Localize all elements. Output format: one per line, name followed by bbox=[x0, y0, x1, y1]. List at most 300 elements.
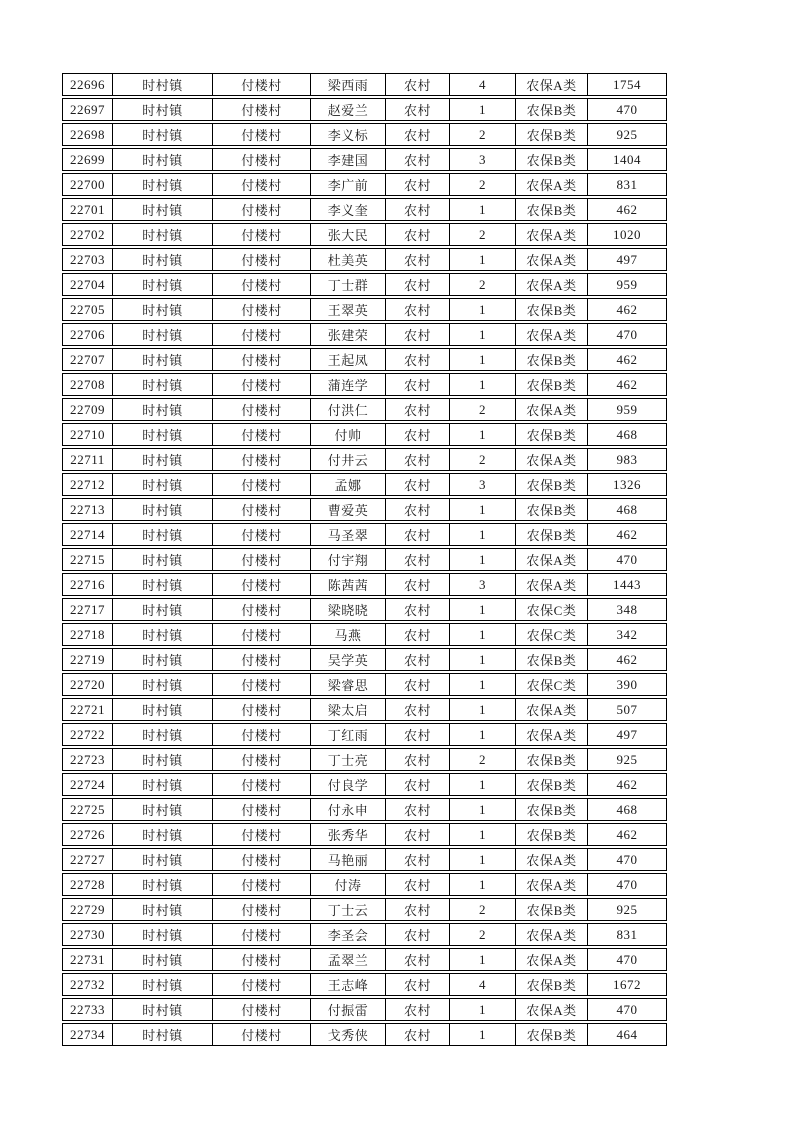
table-row bbox=[62, 823, 667, 846]
cell-town: 时村镇 bbox=[112, 623, 212, 646]
cell-residence-type: 农村 bbox=[385, 748, 449, 771]
cell-insurance-category: 农保B类 bbox=[515, 198, 587, 221]
cell-name: 付井云 bbox=[310, 448, 385, 471]
cell-village: 付楼村 bbox=[212, 698, 310, 721]
cell-residence-type: 农村 bbox=[385, 523, 449, 546]
cell-town: 时村镇 bbox=[112, 998, 212, 1021]
table-row bbox=[62, 973, 667, 996]
cell-record-id: 22727 bbox=[62, 848, 112, 871]
cell-insurance-category: 农保A类 bbox=[515, 948, 587, 971]
cell-name: 戈秀侠 bbox=[310, 1023, 385, 1046]
cell-name: 付涛 bbox=[310, 873, 385, 896]
cell-record-id: 22710 bbox=[62, 423, 112, 446]
cell-person-count: 1 bbox=[449, 773, 515, 796]
cell-name: 孟娜 bbox=[310, 473, 385, 496]
cell-insurance-category: 农保A类 bbox=[515, 398, 587, 421]
cell-amount: 390 bbox=[587, 673, 667, 696]
cell-residence-type: 农村 bbox=[385, 473, 449, 496]
cell-record-id: 22696 bbox=[62, 73, 112, 96]
cell-name: 李义奎 bbox=[310, 198, 385, 221]
cell-residence-type: 农村 bbox=[385, 498, 449, 521]
table-row bbox=[62, 298, 667, 321]
cell-village: 付楼村 bbox=[212, 198, 310, 221]
cell-person-count: 1 bbox=[449, 623, 515, 646]
cell-village: 付楼村 bbox=[212, 723, 310, 746]
cell-person-count: 1 bbox=[449, 298, 515, 321]
cell-residence-type: 农村 bbox=[385, 673, 449, 696]
table-row bbox=[62, 748, 667, 771]
cell-village: 付楼村 bbox=[212, 973, 310, 996]
cell-amount: 468 bbox=[587, 498, 667, 521]
table-row bbox=[62, 873, 667, 896]
cell-record-id: 22723 bbox=[62, 748, 112, 771]
cell-town: 时村镇 bbox=[112, 948, 212, 971]
cell-residence-type: 农村 bbox=[385, 923, 449, 946]
cell-person-count: 1 bbox=[449, 848, 515, 871]
cell-amount: 497 bbox=[587, 248, 667, 271]
cell-amount: 925 bbox=[587, 748, 667, 771]
cell-town: 时村镇 bbox=[112, 423, 212, 446]
cell-village: 付楼村 bbox=[212, 923, 310, 946]
cell-amount: 462 bbox=[587, 348, 667, 371]
cell-person-count: 4 bbox=[449, 73, 515, 96]
cell-person-count: 2 bbox=[449, 898, 515, 921]
cell-person-count: 1 bbox=[449, 323, 515, 346]
cell-village: 付楼村 bbox=[212, 823, 310, 846]
cell-record-id: 22705 bbox=[62, 298, 112, 321]
cell-record-id: 22699 bbox=[62, 148, 112, 171]
cell-town: 时村镇 bbox=[112, 648, 212, 671]
cell-town: 时村镇 bbox=[112, 298, 212, 321]
cell-person-count: 1 bbox=[449, 348, 515, 371]
table-row bbox=[62, 123, 667, 146]
cell-person-count: 2 bbox=[449, 923, 515, 946]
cell-residence-type: 农村 bbox=[385, 348, 449, 371]
cell-village: 付楼村 bbox=[212, 573, 310, 596]
cell-village: 付楼村 bbox=[212, 598, 310, 621]
cell-name: 张大民 bbox=[310, 223, 385, 246]
table-row bbox=[62, 623, 667, 646]
cell-record-id: 22725 bbox=[62, 798, 112, 821]
cell-town: 时村镇 bbox=[112, 248, 212, 271]
cell-residence-type: 农村 bbox=[385, 798, 449, 821]
cell-person-count: 1 bbox=[449, 598, 515, 621]
table-row bbox=[62, 498, 667, 521]
cell-name: 梁晓晓 bbox=[310, 598, 385, 621]
cell-residence-type: 农村 bbox=[385, 173, 449, 196]
cell-village: 付楼村 bbox=[212, 548, 310, 571]
cell-amount: 462 bbox=[587, 823, 667, 846]
cell-village: 付楼村 bbox=[212, 948, 310, 971]
cell-record-id: 22719 bbox=[62, 648, 112, 671]
table-row bbox=[62, 523, 667, 546]
cell-residence-type: 农村 bbox=[385, 323, 449, 346]
cell-residence-type: 农村 bbox=[385, 698, 449, 721]
cell-name: 张秀华 bbox=[310, 823, 385, 846]
cell-residence-type: 农村 bbox=[385, 623, 449, 646]
cell-insurance-category: 农保B类 bbox=[515, 298, 587, 321]
cell-amount: 464 bbox=[587, 1023, 667, 1046]
cell-amount: 925 bbox=[587, 123, 667, 146]
cell-town: 时村镇 bbox=[112, 198, 212, 221]
cell-amount: 470 bbox=[587, 548, 667, 571]
cell-residence-type: 农村 bbox=[385, 448, 449, 471]
cell-person-count: 4 bbox=[449, 973, 515, 996]
cell-village: 付楼村 bbox=[212, 773, 310, 796]
cell-town: 时村镇 bbox=[112, 1023, 212, 1046]
cell-name: 丁士群 bbox=[310, 273, 385, 296]
cell-town: 时村镇 bbox=[112, 523, 212, 546]
cell-insurance-category: 农保A类 bbox=[515, 998, 587, 1021]
cell-residence-type: 农村 bbox=[385, 573, 449, 596]
cell-village: 付楼村 bbox=[212, 448, 310, 471]
cell-person-count: 1 bbox=[449, 723, 515, 746]
cell-person-count: 2 bbox=[449, 273, 515, 296]
cell-residence-type: 农村 bbox=[385, 298, 449, 321]
cell-amount: 1326 bbox=[587, 473, 667, 496]
cell-person-count: 2 bbox=[449, 223, 515, 246]
cell-person-count: 1 bbox=[449, 423, 515, 446]
cell-village: 付楼村 bbox=[212, 323, 310, 346]
table-row bbox=[62, 223, 667, 246]
cell-amount: 470 bbox=[587, 873, 667, 896]
cell-name: 赵爱兰 bbox=[310, 98, 385, 121]
cell-village: 付楼村 bbox=[212, 798, 310, 821]
cell-village: 付楼村 bbox=[212, 173, 310, 196]
cell-name: 李圣会 bbox=[310, 923, 385, 946]
cell-insurance-category: 农保A类 bbox=[515, 573, 587, 596]
cell-record-id: 22733 bbox=[62, 998, 112, 1021]
cell-town: 时村镇 bbox=[112, 98, 212, 121]
cell-town: 时村镇 bbox=[112, 373, 212, 396]
cell-village: 付楼村 bbox=[212, 373, 310, 396]
table-row bbox=[62, 248, 667, 271]
cell-record-id: 22722 bbox=[62, 723, 112, 746]
cell-name: 马圣翠 bbox=[310, 523, 385, 546]
cell-village: 付楼村 bbox=[212, 148, 310, 171]
cell-record-id: 22720 bbox=[62, 673, 112, 696]
cell-record-id: 22729 bbox=[62, 898, 112, 921]
table-row bbox=[62, 398, 667, 421]
cell-amount: 470 bbox=[587, 98, 667, 121]
table-row bbox=[62, 173, 667, 196]
cell-name: 丁士亮 bbox=[310, 748, 385, 771]
cell-village: 付楼村 bbox=[212, 223, 310, 246]
cell-town: 时村镇 bbox=[112, 973, 212, 996]
cell-residence-type: 农村 bbox=[385, 723, 449, 746]
cell-residence-type: 农村 bbox=[385, 548, 449, 571]
cell-name: 梁睿思 bbox=[310, 673, 385, 696]
cell-village: 付楼村 bbox=[212, 348, 310, 371]
cell-insurance-category: 农保A类 bbox=[515, 273, 587, 296]
cell-person-count: 2 bbox=[449, 398, 515, 421]
cell-amount: 462 bbox=[587, 523, 667, 546]
cell-town: 时村镇 bbox=[112, 773, 212, 796]
cell-amount: 959 bbox=[587, 273, 667, 296]
cell-name: 李义标 bbox=[310, 123, 385, 146]
table-row bbox=[62, 898, 667, 921]
cell-village: 付楼村 bbox=[212, 423, 310, 446]
cell-amount: 1404 bbox=[587, 148, 667, 171]
cell-record-id: 22718 bbox=[62, 623, 112, 646]
cell-record-id: 22732 bbox=[62, 973, 112, 996]
cell-insurance-category: 农保B类 bbox=[515, 648, 587, 671]
cell-town: 时村镇 bbox=[112, 698, 212, 721]
cell-village: 付楼村 bbox=[212, 673, 310, 696]
cell-amount: 470 bbox=[587, 323, 667, 346]
table-body bbox=[62, 73, 667, 1046]
cell-name: 曹爱英 bbox=[310, 498, 385, 521]
cell-person-count: 1 bbox=[449, 998, 515, 1021]
cell-person-count: 1 bbox=[449, 798, 515, 821]
table-row bbox=[62, 1023, 667, 1046]
cell-village: 付楼村 bbox=[212, 273, 310, 296]
cell-town: 时村镇 bbox=[112, 923, 212, 946]
table-row bbox=[62, 573, 667, 596]
cell-town: 时村镇 bbox=[112, 273, 212, 296]
cell-residence-type: 农村 bbox=[385, 423, 449, 446]
table-row bbox=[62, 798, 667, 821]
cell-amount: 831 bbox=[587, 923, 667, 946]
cell-name: 付帅 bbox=[310, 423, 385, 446]
table-row bbox=[62, 998, 667, 1021]
cell-person-count: 1 bbox=[449, 873, 515, 896]
cell-town: 时村镇 bbox=[112, 723, 212, 746]
cell-name: 吴学英 bbox=[310, 648, 385, 671]
cell-insurance-category: 农保B类 bbox=[515, 473, 587, 496]
cell-insurance-category: 农保B类 bbox=[515, 498, 587, 521]
cell-town: 时村镇 bbox=[112, 548, 212, 571]
cell-residence-type: 农村 bbox=[385, 248, 449, 271]
cell-name: 梁西雨 bbox=[310, 73, 385, 96]
table-row bbox=[62, 723, 667, 746]
cell-amount: 1020 bbox=[587, 223, 667, 246]
cell-insurance-category: 农保B类 bbox=[515, 523, 587, 546]
cell-person-count: 1 bbox=[449, 1023, 515, 1046]
cell-insurance-category: 农保A类 bbox=[515, 73, 587, 96]
cell-insurance-category: 农保A类 bbox=[515, 448, 587, 471]
cell-village: 付楼村 bbox=[212, 298, 310, 321]
cell-insurance-category: 农保A类 bbox=[515, 698, 587, 721]
cell-amount: 348 bbox=[587, 598, 667, 621]
cell-insurance-category: 农保A类 bbox=[515, 848, 587, 871]
cell-insurance-category: 农保B类 bbox=[515, 973, 587, 996]
cell-village: 付楼村 bbox=[212, 1023, 310, 1046]
cell-insurance-category: 农保A类 bbox=[515, 173, 587, 196]
cell-insurance-category: 农保A类 bbox=[515, 248, 587, 271]
cell-name: 张建荣 bbox=[310, 323, 385, 346]
cell-insurance-category: 农保C类 bbox=[515, 598, 587, 621]
cell-insurance-category: 农保B类 bbox=[515, 98, 587, 121]
cell-record-id: 22701 bbox=[62, 198, 112, 221]
cell-record-id: 22704 bbox=[62, 273, 112, 296]
cell-record-id: 22703 bbox=[62, 248, 112, 271]
cell-town: 时村镇 bbox=[112, 573, 212, 596]
cell-person-count: 2 bbox=[449, 123, 515, 146]
cell-name: 付洪仁 bbox=[310, 398, 385, 421]
cell-residence-type: 农村 bbox=[385, 598, 449, 621]
cell-town: 时村镇 bbox=[112, 598, 212, 621]
cell-person-count: 1 bbox=[449, 523, 515, 546]
cell-name: 梁太启 bbox=[310, 698, 385, 721]
cell-residence-type: 农村 bbox=[385, 98, 449, 121]
cell-record-id: 22702 bbox=[62, 223, 112, 246]
cell-record-id: 22715 bbox=[62, 548, 112, 571]
cell-residence-type: 农村 bbox=[385, 73, 449, 96]
cell-person-count: 1 bbox=[449, 673, 515, 696]
cell-record-id: 22724 bbox=[62, 773, 112, 796]
cell-town: 时村镇 bbox=[112, 473, 212, 496]
table-row bbox=[62, 773, 667, 796]
cell-record-id: 22708 bbox=[62, 373, 112, 396]
cell-name: 蒲连学 bbox=[310, 373, 385, 396]
cell-person-count: 1 bbox=[449, 248, 515, 271]
table-row bbox=[62, 473, 667, 496]
cell-town: 时村镇 bbox=[112, 823, 212, 846]
cell-amount: 470 bbox=[587, 948, 667, 971]
cell-amount: 342 bbox=[587, 623, 667, 646]
cell-insurance-category: 农保A类 bbox=[515, 548, 587, 571]
cell-village: 付楼村 bbox=[212, 748, 310, 771]
cell-residence-type: 农村 bbox=[385, 148, 449, 171]
table-row bbox=[62, 548, 667, 571]
table-row bbox=[62, 698, 667, 721]
cell-record-id: 22721 bbox=[62, 698, 112, 721]
cell-person-count: 3 bbox=[449, 473, 515, 496]
cell-person-count: 1 bbox=[449, 198, 515, 221]
cell-name: 马艳丽 bbox=[310, 848, 385, 871]
cell-village: 付楼村 bbox=[212, 473, 310, 496]
cell-insurance-category: 农保A类 bbox=[515, 723, 587, 746]
cell-amount: 1754 bbox=[587, 73, 667, 96]
cell-village: 付楼村 bbox=[212, 848, 310, 871]
cell-village: 付楼村 bbox=[212, 523, 310, 546]
cell-town: 时村镇 bbox=[112, 848, 212, 871]
cell-record-id: 22712 bbox=[62, 473, 112, 496]
cell-person-count: 2 bbox=[449, 748, 515, 771]
table-row bbox=[62, 848, 667, 871]
cell-person-count: 3 bbox=[449, 573, 515, 596]
cell-village: 付楼村 bbox=[212, 873, 310, 896]
cell-insurance-category: 农保B类 bbox=[515, 798, 587, 821]
cell-town: 时村镇 bbox=[112, 398, 212, 421]
cell-person-count: 1 bbox=[449, 948, 515, 971]
cell-name: 陈茜茜 bbox=[310, 573, 385, 596]
cell-residence-type: 农村 bbox=[385, 823, 449, 846]
cell-residence-type: 农村 bbox=[385, 773, 449, 796]
cell-residence-type: 农村 bbox=[385, 398, 449, 421]
cell-town: 时村镇 bbox=[112, 173, 212, 196]
cell-residence-type: 农村 bbox=[385, 973, 449, 996]
cell-amount: 470 bbox=[587, 998, 667, 1021]
cell-name: 付振雷 bbox=[310, 998, 385, 1021]
cell-town: 时村镇 bbox=[112, 898, 212, 921]
cell-name: 马燕 bbox=[310, 623, 385, 646]
cell-insurance-category: 农保B类 bbox=[515, 773, 587, 796]
cell-insurance-category: 农保A类 bbox=[515, 873, 587, 896]
cell-record-id: 22711 bbox=[62, 448, 112, 471]
table-row bbox=[62, 923, 667, 946]
cell-residence-type: 农村 bbox=[385, 373, 449, 396]
cell-record-id: 22706 bbox=[62, 323, 112, 346]
cell-person-count: 1 bbox=[449, 648, 515, 671]
cell-record-id: 22697 bbox=[62, 98, 112, 121]
cell-village: 付楼村 bbox=[212, 248, 310, 271]
cell-insurance-category: 农保B类 bbox=[515, 348, 587, 371]
cell-residence-type: 农村 bbox=[385, 123, 449, 146]
cell-record-id: 22700 bbox=[62, 173, 112, 196]
table-row bbox=[62, 348, 667, 371]
cell-residence-type: 农村 bbox=[385, 1023, 449, 1046]
cell-village: 付楼村 bbox=[212, 123, 310, 146]
cell-residence-type: 农村 bbox=[385, 273, 449, 296]
cell-village: 付楼村 bbox=[212, 398, 310, 421]
cell-amount: 462 bbox=[587, 298, 667, 321]
cell-insurance-category: 农保A类 bbox=[515, 923, 587, 946]
cell-town: 时村镇 bbox=[112, 673, 212, 696]
cell-village: 付楼村 bbox=[212, 73, 310, 96]
table-row bbox=[62, 148, 667, 171]
cell-person-count: 2 bbox=[449, 173, 515, 196]
cell-residence-type: 农村 bbox=[385, 648, 449, 671]
table-row bbox=[62, 598, 667, 621]
cell-amount: 497 bbox=[587, 723, 667, 746]
cell-name: 付永申 bbox=[310, 798, 385, 821]
cell-name: 王志峰 bbox=[310, 973, 385, 996]
cell-town: 时村镇 bbox=[112, 348, 212, 371]
cell-amount: 983 bbox=[587, 448, 667, 471]
cell-record-id: 22707 bbox=[62, 348, 112, 371]
cell-insurance-category: 农保B类 bbox=[515, 373, 587, 396]
cell-town: 时村镇 bbox=[112, 748, 212, 771]
cell-amount: 462 bbox=[587, 198, 667, 221]
cell-insurance-category: 农保C类 bbox=[515, 673, 587, 696]
table-row bbox=[62, 948, 667, 971]
cell-person-count: 3 bbox=[449, 148, 515, 171]
cell-residence-type: 农村 bbox=[385, 898, 449, 921]
cell-village: 付楼村 bbox=[212, 648, 310, 671]
cell-person-count: 1 bbox=[449, 498, 515, 521]
cell-record-id: 22730 bbox=[62, 923, 112, 946]
cell-name: 丁红雨 bbox=[310, 723, 385, 746]
cell-town: 时村镇 bbox=[112, 873, 212, 896]
table-row bbox=[62, 98, 667, 121]
cell-residence-type: 农村 bbox=[385, 948, 449, 971]
cell-name: 丁士云 bbox=[310, 898, 385, 921]
cell-town: 时村镇 bbox=[112, 123, 212, 146]
cell-insurance-category: 农保B类 bbox=[515, 148, 587, 171]
cell-village: 付楼村 bbox=[212, 98, 310, 121]
table-row bbox=[62, 673, 667, 696]
cell-record-id: 22698 bbox=[62, 123, 112, 146]
cell-record-id: 22716 bbox=[62, 573, 112, 596]
cell-residence-type: 农村 bbox=[385, 848, 449, 871]
cell-residence-type: 农村 bbox=[385, 198, 449, 221]
cell-amount: 959 bbox=[587, 398, 667, 421]
cell-amount: 462 bbox=[587, 373, 667, 396]
cell-record-id: 22709 bbox=[62, 398, 112, 421]
cell-village: 付楼村 bbox=[212, 898, 310, 921]
cell-name: 杜美英 bbox=[310, 248, 385, 271]
cell-insurance-category: 农保B类 bbox=[515, 748, 587, 771]
cell-amount: 462 bbox=[587, 773, 667, 796]
cell-person-count: 2 bbox=[449, 448, 515, 471]
cell-record-id: 22717 bbox=[62, 598, 112, 621]
cell-person-count: 1 bbox=[449, 373, 515, 396]
cell-name: 李建国 bbox=[310, 148, 385, 171]
cell-residence-type: 农村 bbox=[385, 873, 449, 896]
cell-name: 王起凤 bbox=[310, 348, 385, 371]
